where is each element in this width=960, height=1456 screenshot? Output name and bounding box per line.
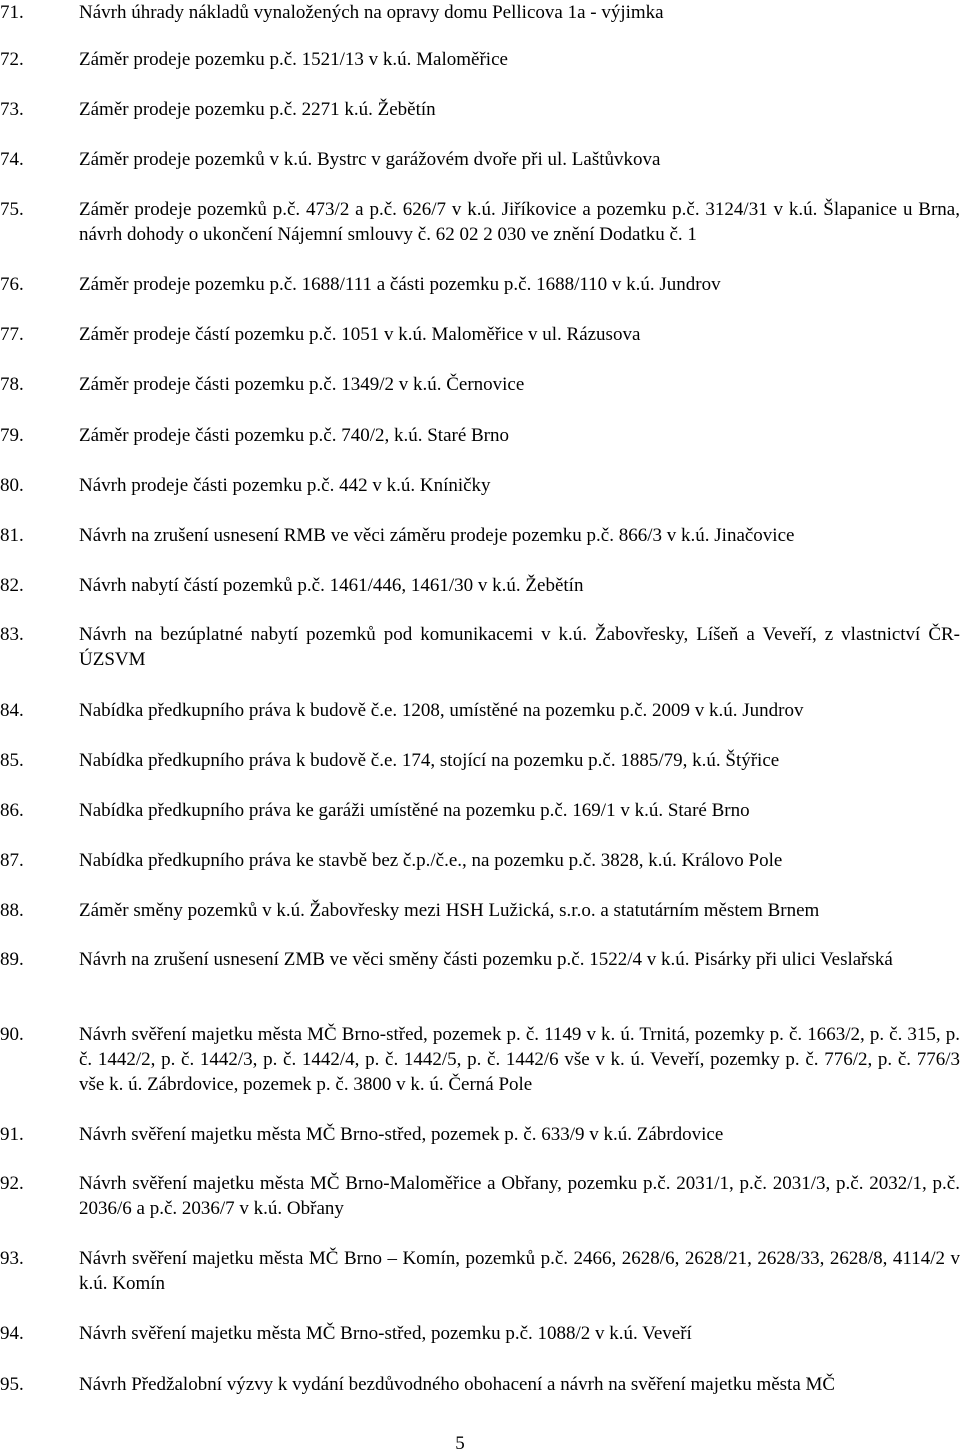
item-text: Záměr prodeje pozemků p.č. 473/2 a p.č. 626/7 v k.ú. Jiříkovice a pozemku p.č. 3124/31 v k.ú. Šlapanice u Brna, návrh dohody o ukončení Nájemní smlouvy č. 62 02 2 030 ve znění Dodatku č. 1 [79,199,960,245]
item-text: Návrh na zrušení usnesení RMB ve věci záměru prodeje pozemku p.č. 866/3 v k.ú. Jinačovice [79,525,795,546]
item-text: Návrh svěření majetku města MČ Brno – Komín, pozemků p.č. 2466, 2628/6, 2628/21, 2628/33, 2628/8, 4114/2 v k.ú. Komín [79,1248,960,1294]
item-number: 73. [0,99,24,120]
item-text: Návrh svěření majetku města MČ Brno-Maloměřice a Obřany, pozemku p.č. 2031/1, p.č. 2031/3, p.č. 2032/1, p.č. 2036/6 a p.č. 2036/7 v k.ú. Obřany [79,1173,960,1219]
item-text: Návrh na zrušení usnesení ZMB ve věci směny části pozemku p.č. 1522/4 v k.ú. Pisárky při ulici Veslařská [79,949,893,970]
item-text: Návrh úhrady nákladů vynaložených na opravy domu Pellicova 1a - výjimka [79,2,664,23]
item-number: 86. [0,800,24,821]
item-text: Záměr prodeje částí pozemku p.č. 1051 v k.ú. Maloměřice v ul. Rázusova [79,324,641,345]
item-number: 94. [0,1323,24,1344]
item-number: 83. [0,624,24,645]
item-text: Záměr prodeje pozemku p.č. 1688/111 a části pozemku p.č. 1688/110 v k.ú. Jundrov [79,274,721,295]
item-text: Návrh nabytí částí pozemků p.č. 1461/446, 1461/30 v k.ú. Žebětín [79,575,584,596]
item-number: 84. [0,700,24,721]
item-number: 85. [0,750,24,771]
item-text: Nabídka předkupního práva ke stavbě bez č.p./č.e., na pozemku p.č. 3828, k.ú. Královo Pole [79,850,783,871]
item-number: 72. [0,49,24,70]
item-text: Návrh prodeje části pozemku p.č. 442 v k.ú. Kníničky [79,475,491,496]
item-number: 76. [0,274,24,295]
item-text: Nabídka předkupního práva k budově č.e. 1208, umístěné na pozemku p.č. 2009 v k.ú. Jundrov [79,700,804,721]
item-number: 90. [0,1024,24,1045]
item-text: Návrh svěření majetku města MČ Brno-střed, pozemku p.č. 1088/2 v k.ú. Veveří [79,1323,692,1344]
item-text: Nabídka předkupního práva ke garáži umístěné na pozemku p.č. 169/1 v k.ú. Staré Brno [79,800,750,821]
item-text: Záměr prodeje části pozemku p.č. 740/2, k.ú. Staré Brno [79,425,510,446]
item-text: Záměr prodeje části pozemku p.č. 1349/2 v k.ú. Černovice [79,374,525,395]
item-number: 81. [0,525,24,546]
item-number: 79. [0,425,24,446]
item-number: 80. [0,475,24,496]
item-text: Návrh na bezúplatné nabytí pozemků pod komunikacemi v k.ú. Žabovřesky, Líšeň a Veveří, z vlastnictví ČR-ÚZSVM [79,624,960,670]
item-number: 93. [0,1248,24,1269]
page-number: 5 [455,1433,465,1454]
item-text: Návrh svěření majetku města MČ Brno-střed, pozemek p. č. 633/9 v k.ú. Zábrdovice [79,1124,724,1145]
item-number: 92. [0,1173,24,1194]
item-number: 74. [0,149,24,170]
item-number: 88. [0,900,24,921]
item-number: 75. [0,199,24,220]
item-text: Záměr směny pozemků v k.ú. Žabovřesky mezi HSH Lužická, s.r.o. a statutárním městem Brnem [79,900,820,921]
item-number: 91. [0,1124,24,1145]
item-number: 87. [0,850,24,871]
item-text: Návrh svěření majetku města MČ Brno-střed, pozemek p. č. 1149 v k. ú. Trnitá, pozemky p. č. 1663/2, p. č. 315, p. č. 1442/2, p. č. 1442/3, p. č. 1442/4, p. č. 1442/5, p. č. 1442/6 vše v k. ú. Veveří, pozemky p. č. 776/2, p. č. 776/3 vše k. ú. Zábrdovice, pozemek p. č. 3800 v k. ú. Černá Pole [79,1024,960,1095]
item-text: Záměr prodeje pozemku p.č. 1521/13 v k.ú. Maloměřice [79,49,508,70]
item-number: 95. [0,1374,24,1395]
item-number: 89. [0,949,24,970]
item-text: Návrh Předžalobní výzvy k vydání bezdůvodného obohacení a návrh na svěření majetku města MČ [79,1374,836,1395]
item-number: 77. [0,324,24,345]
item-text: Záměr prodeje pozemku p.č. 2271 k.ú. Žebětín [79,99,436,120]
item-number: 78. [0,374,24,395]
item-text: Záměr prodeje pozemků v k.ú. Bystrc v garážovém dvoře při ul. Laštůvkova [79,149,661,170]
item-text: Nabídka předkupního práva k budově č.e. 174, stojící na pozemku p.č. 1885/79, k.ú. Štýřice [79,750,780,771]
item-number: 71. [0,2,24,23]
item-number: 82. [0,575,24,596]
